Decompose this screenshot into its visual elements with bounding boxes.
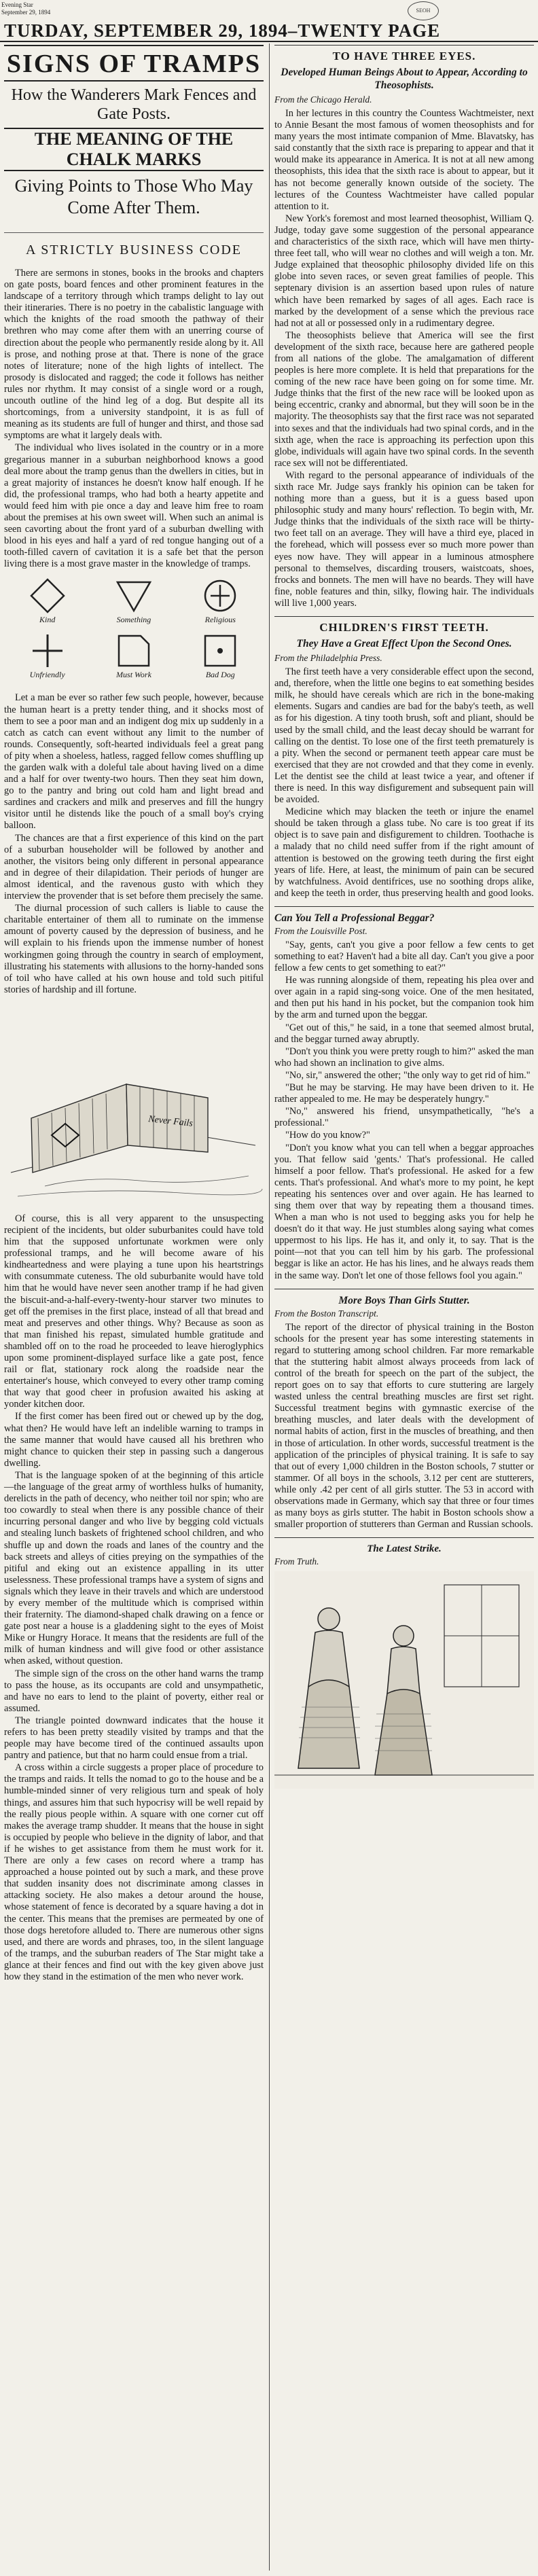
cross-sign-icon <box>27 632 68 670</box>
article-paragraph: With regard to the personal appearance of individuals of the sixth race Mr. Judge says frankly his opinion can be taken for nothing more than a guess, but it is a guess based upon philosophic study and many hours' reflection. To begin with, Mr. Judge thinks that the individuals of the sixth race will be thirty-two feet tall on an average. They will have a third eye, placed in the forehead, which will possess ever so much more power than eyes now have. They will appear in a luminous atmosphere personal to themselves, discarding trousers, waistcoats, shoes, frocks and bonnets. The men will have no beards. They will have fine, noble features and thin, silky, flowing hair. The individuals will live 1,000 years. <box>274 469 534 609</box>
article-paragraph: The diurnal procession of such callers is liable to cause the charitable entertainer of them all to ruminate on the immense amount of poverty caused by the depression of business, and he will explain to his friends upon the immense number of honest workingmen going through the country in search of employment, illustrating his statements with allusions to the horny-handed sons of toil who have called at his own house and told such pitiful stories of hardship and ill fortune. <box>4 903 264 995</box>
article-paragraph: Medicine which may blacken the teeth or injure the enamel should be taken through a glass tube. No care is too great if its object is to save pain and disfigurement to children. Toothache is a malady that no child need suffer from if the right amount of attention is bestowed on the growing teeth during the first eight years of life. Here, at least, the minimum of pain can be secured by watchfulness. Avoid dentifrices, use no soothing drops alike, and keep the teeth in order, thus preserving health and good looks. <box>274 806 534 899</box>
cut-square-sign-icon <box>113 632 154 670</box>
fence-illustration <box>4 1003 264 1206</box>
archive-date-label: September 29, 1894 <box>1 9 51 16</box>
section-divider <box>274 1537 534 1538</box>
section-divider <box>274 906 534 907</box>
article-paragraph: Of course, this is all very apparent to the unsuspecting recipient of the incidents, but older suburbanites could have told him that the supposed unfortunate workmen were only professional tramps, and he will become aware of his kindheartedness and were playing a tune upon his heartstrings with consummate cuteness. The old suburbanite would have told him that he would have never seen another tramp if he had given the biscuit-and-a-half-every-twenty-hour starver two minutes to get off the premises in the first place, instead of all that bread and meat and preserves and other things. Why? Because as soon as that man finished his repast, simulated humble gratitude and shambled off on to the road he proceeded to leave hieroglyphics upon some prominent-displayed surface like a gate post, fence rail or flat, stationary rock along the roadside near the entertainer's house, which conveyed to every other tramp coming that way that good cheer in profusion awaited his asking at yonder kitchen door. <box>4 1213 264 1410</box>
sign-caption: Something <box>116 615 151 625</box>
deck-chalk-marks: THE MEANING OF THE CHALK MARKS <box>4 128 264 171</box>
strike-source: From Truth. <box>274 1556 319 1567</box>
cartoon-drawing <box>274 1571 534 1789</box>
article-paragraph: A cross within a circle suggests a proper place of procedure to the tramps and raids. It tells the nomad to go to the house and be a humble-minded sinner of very religious turn and speak of holy things, and assures him that such hypocrisy will be well repaid by the really pious people within. A square with one corner cut off makes the average tramp shudder. It means that the house in sight is occupied by people who believe in the dignity of labor, and that if he wishes to get assistance from them he must work for it. There are only a few cases on record where a tramp has approached a house pointed out by such a mark, and these prove that sudden insanity does not discriminate among classes in attacking society. He also makes a detour around the house, whose statement of fence is decorated by a square having a dot in the center. This means that the premises are permeated by one of those dogs heretofore alluded to. There are numerous other signs used, and there are words and phrases, too, in the silent language of the tramps, and the suburban readers of The Star might take a glance at their fences and find out with the key given above just how they stand in the estimation of the men who never work. <box>4 1762 264 1982</box>
article-paragraph: "No," answered his friend, unsympathetically, "he's a professional." <box>274 1106 534 1129</box>
article-paragraph: The report of the director of physical training in the Boston schools for the present year has some interesting statements in regard to stuttering among school children. Far more remarkable that the stuttering habit almost always proceeds from lack of control of the breath for speech on the part of the subject, the report goes on to say that efforts to cure stuttering are largely wasted unless the central breathing muscles are first set right. Successful treatment begins with gymnastic exercise of the breathing muscles, and later deals with the development of normal habits of action, first in the muscles of breathing, and then in those of articulation. In other words, successful treatment is the application of the principles of physical training. It is safe to say that out of every 1,000 children in the Boston schools, 7 stutter or stammer. Of all boys in the schools, 3.12 per cent are stutterers, while only .42 per cent of all girls stutter. The 53 in accord with observations made in Germany, which say that three or four times as many boys as girls stutter. The habit in Boston schools show a smaller proportion of stutterers than German and Russian schools. <box>274 1321 534 1531</box>
right-column <box>274 45 534 1789</box>
article-paragraph: "No, sir," answered the other; "the only way to get rid of him." <box>285 1069 531 1081</box>
sign-caption: Bad Dog <box>205 670 235 680</box>
column-rule <box>269 43 270 2571</box>
article-paragraph: If the first comer has been fired out or chewed up by the dog, what then? He would have left an indelible warning to tramps in the same manner that would have caused all his brethren who might chance to quicken their step in passing such a dangerous dwelling. <box>4 1411 264 1469</box>
teeth-deck: They Have a Great Effect Upon the Second Ones. <box>296 638 512 650</box>
article-paragraph: The simple sign of the cross on the other hand warns the tramp to pass the house, as its occupants are cold and unsympathetic, and have no ears to lend to the plaint of poverty, either real or assumed. <box>4 1668 264 1714</box>
strike-title: The Latest Strike. <box>367 1543 442 1555</box>
deck-business-code: A STRICTLY BUSINESS CODE <box>4 232 264 258</box>
article-paragraph: New York's foremost and most learned theosophist, William Q. Judge, today gave some suggestion of the personal appearance and characteristics of the sixth race, which will have men thirty-three feet tall, who will wear no clothes and will weigh a ton. Mr. Judge explained that theosophic philosophy divided life on this globe into seven races, or seven great families of people. This septenary division is an assertion based upon rules of nature which have been remarked by sages of all ages. Each race is marked by the development of a sense which the previous race had not at all or possessed only in a rudimentary degree. <box>274 213 534 329</box>
section-divider <box>274 45 534 46</box>
article-paragraph: He was running alongside of them, repeating his plea over and over again in a rapid sing-song voice. One of the men hesitated, and then put his hand in his pocket, but the companion took him by the arm and turned upon the beggar. <box>274 975 534 1021</box>
sign-unfriendly <box>5 632 90 680</box>
article-paragraph: "Say, gents, can't you give a poor fellow a few cents to get something to eat? Haven't had a bite all day. Can't you give a poor fellow a few cents to get something to eat?" <box>274 939 534 974</box>
article-paragraph: "Get out of this," he said, in a tone that seemed almost brutal, and the beggar turned away abruptly. <box>274 1022 534 1045</box>
article-paragraph: That is the language spoken of at the beginning of this article—the language of the great army of worthless hulks of humanity, derelicts in the path of decency, who neither toil nor spin; who are too cowardly to steal when there is any possible chance of their incurring personal danger and who live by begging cold victuals and stealing lunch baskets of frightened school children, and who shuffle up and down the roads and lanes of the country and the back streets and alleys of cities preying on the sympathies of the pitiful and eking out an existence appalling in its utter uselessness. These professional tramps have a system of signs and signals which they leave in their travels and which are understood by every member of the multitude which is comprised within their fraternity. The diamond-shaped chalk drawing on a fence or gate post near a house is a gladdening sight to the eyes of Moist Mike or Hungry Horace. It means that the residents are full of the milk of human kindness and will give food or other assistance when asked, without question. <box>4 1469 264 1667</box>
circle-cross-sign-icon <box>200 577 240 615</box>
article-paragraph: "Don't you know what you can tell when a beggar approaches you. That fellow said 'gents.' That's professional. He called himself a poor fellow. That's professional. He asked for a few cents. That's professional. And what's more to my point, he kept repeating his sentences over and over again. He has learned to sing them over that way by repeating them a thousand times. When a man who is not used to begging asks you for help he doesn't do it that way. He just stumbles along saying what comes uppermost to his lips. He has it, and only it, to say. That is the point—not that you can tell him by his garb. The professional beggar is like an actor. He has his lines, and he always reads them in the same way. Don't let one of those fellows fool you again." <box>274 1142 534 1281</box>
article-paragraph: The triangle pointed downward indicates that the house it refers to has been pretty steadily visited by tramps and that the people may have become tired of the continued assaults upon pantry and patience, but that no harm could ensue from a trial. <box>4 1715 264 1761</box>
article-paragraph: In her lectures in this country the Countess Wachtmeister, next to Annie Besant the most famous of women theosophists and for many years the most intimate companion of Mme. Blavatsky, has said constantly that the sixth race is preparing to appear and that it would make its appearance in America. It is not at all new among theosophists, this idea that the sixth race is about to appear, but it has not become generally known outside of the society. The lectures of the Countess Wachtmeister have called popular attention to it. <box>274 108 534 212</box>
article-paragraph: "How do you know?" <box>285 1130 370 1141</box>
left-column <box>4 45 264 1983</box>
sign-religious <box>177 577 263 625</box>
article-paragraph: The first teeth have a very considerable effect upon the second, and, therefore, when the little one begins to eat something besides milk, he should have cereals which are rich in the bone-making elements. Sugars and candies are bad for the baby's teeth, as well as for his digestion. A tiny tooth brush, soft and pliant, should be used by the small child, and the least decay should be warrant for calling on the dentist. To lose one of the first teeth prematurely is a pity. When the second or permanent teeth appear care must be exercised that they are not crowded and that they come in evenly. Let the dentist see the child at least twice a year, and oftener if there is need. In this way disfigurement and subsequent pain will be avoided. <box>274 666 534 806</box>
deck-giving-points: Giving Points to Those Who May Come After Them. <box>14 176 253 217</box>
sign-kind <box>5 577 90 625</box>
article-paragraph: The individual who lives isolated in the country or in a more gregarious manner in a suburban neighborhood knows a good deal more about the tramp genus than the dwellers in cities, but in a great majority of instances he doesn't know half enough. If he did, the professional tramps, who had both a hearty appetite and would feed him with pie once a day and leave him free to roam about the premises at his own sweet will. When such an animal is seen cavorting about the front yard of a suburban dwelling with blood in his eyes and half a yard of red tongue hanging out of a tooth-filled cavern of cavitation it is a safe bet that the person living there is a most grave master in the knowledge of tramps. <box>4 442 264 570</box>
fence-drawing <box>4 1003 264 1206</box>
masthead <box>0 20 538 42</box>
article-paragraph: "But he may be starving. He may have been driven to it. He rather appealed to me. He may be desperately hungry." <box>274 1082 534 1105</box>
sign-must-work <box>91 632 177 680</box>
section-divider <box>274 616 534 617</box>
article-paragraph: The theosophists believe that America will see the first development of the sixth race, because here are gathered people from all nations of the globe. The amalgamation of different peoples is here more complete. It is held that preparations for the coming of the new race have been going on for some time. Mr. Judge thinks that the first of the new race will be looked upon as being eccentric, cranky and abnormal, but they will soon be in the majority. The theosophists say that the first race was not separated into sexes and that the individuals had two spinal cords, and in the sixth age, when the race is approaching its perfection upon this globe, individuals will again have two spinal cords. In the seventh race sex will not be differentiated. <box>274 329 534 469</box>
sign-caption: Must Work <box>116 670 151 680</box>
sign-caption: Religious <box>204 615 236 625</box>
teeth-source: From the Philadelphia Press. <box>274 653 382 664</box>
eyes-source: From the Chicago Herald. <box>274 94 372 105</box>
stutter-source: From the Boston Transcript. <box>274 1308 379 1319</box>
masthead-text: TURDAY, SEPTEMBER 29, 1894–TWENTY PAGE <box>4 20 441 41</box>
dotted-square-sign-icon <box>200 632 240 670</box>
sign-caption: Kind <box>39 615 56 625</box>
article-paragraph: Let a man be ever so rather few such people, however, because the human heart is a pretty tender thing, and it shocks most of them to see a poor man and an indigent dog mix up suddenly in a catch as catch can event without any limit to the number of rounds. Consequently, soft-hearted individuals feel a great pang of pity when a shoeless, hatless, ragged fellow comes shuffling up the garden walk with a doleful tale about having lived on a dime and a half for over twenty-two hours. Then they seat him down, go to the pantry and bring out cold ham and light bread and sardines and crackers and milk and preserves and fill the hungry visitor until he distends like the pouch of a small boy's crying balloon. <box>4 692 264 831</box>
fence-sign-text: Never Fails <box>147 1113 194 1129</box>
deck-wanderers: How the Wanderers Mark Fences and Gate Posts. <box>11 86 257 123</box>
diamond-sign-icon <box>27 577 68 615</box>
sign-bad-dog <box>177 632 263 680</box>
triangle-sign-icon <box>113 577 154 615</box>
headline: SIGNS OF TRAMPS <box>4 45 264 82</box>
library-stamp: SEOH <box>408 1 439 20</box>
archive-paper-label: Evening Star <box>1 1 33 8</box>
teeth-title: CHILDREN'S FIRST TEETH. <box>319 621 489 634</box>
eyes-title: TO HAVE THREE EYES. <box>332 50 476 62</box>
article-paragraph: There are sermons in stones, books in the brooks and chapters on gate posts, board fences and other prominent features in the landscape of a territory through which tramps delight to lay out their itineraries. There is no poetry in the cabalistic language with which the knights of the road smooth the pathway of their brethren who may come after them with an unerring course of direction about the people who permanently reside along by it. All is prose, and nothing prose at that. There is none of the grace notes of literature; none of the high lights of intellect. The prosody is dislocated and ragged; the code it follows has neither rules nor rhythm. It may consist of a single word or a rough, uncouth outline of the hind leg of a dog. But despite all its shortcomings, from a university standpoint, it is as full of meaning as its students are full of hunger and thirst, and those sad symptoms are what it largely deals with. <box>4 268 264 442</box>
strike-cartoon <box>274 1571 534 1789</box>
tramp-signs-figure <box>4 577 264 687</box>
eyes-deck: Developed Human Beings About to Appear, According to Theosophists. <box>281 67 528 91</box>
sign-caption: Unfriendly <box>29 670 65 680</box>
sign-something <box>91 577 177 625</box>
article-paragraph: "Don't you think you were pretty rough to him?" asked the man who had shown an inclination to give alms. <box>274 1045 534 1069</box>
beggar-source: From the Louisville Post. <box>274 925 367 936</box>
beggar-title: Can You Tell a Professional Beggar? <box>274 912 435 924</box>
stutter-title: More Boys Than Girls Stutter. <box>338 1294 470 1306</box>
article-paragraph: The chances are that a first experience of this kind on the part of a suburban householder will be followed by another and another, the visitors being only different in personal appearance and in degree of their dilapidation. Their periods of hunger are almost identical, and the ravenous gusto with which they interview the provender that is set before them precisely the same. <box>4 832 264 902</box>
